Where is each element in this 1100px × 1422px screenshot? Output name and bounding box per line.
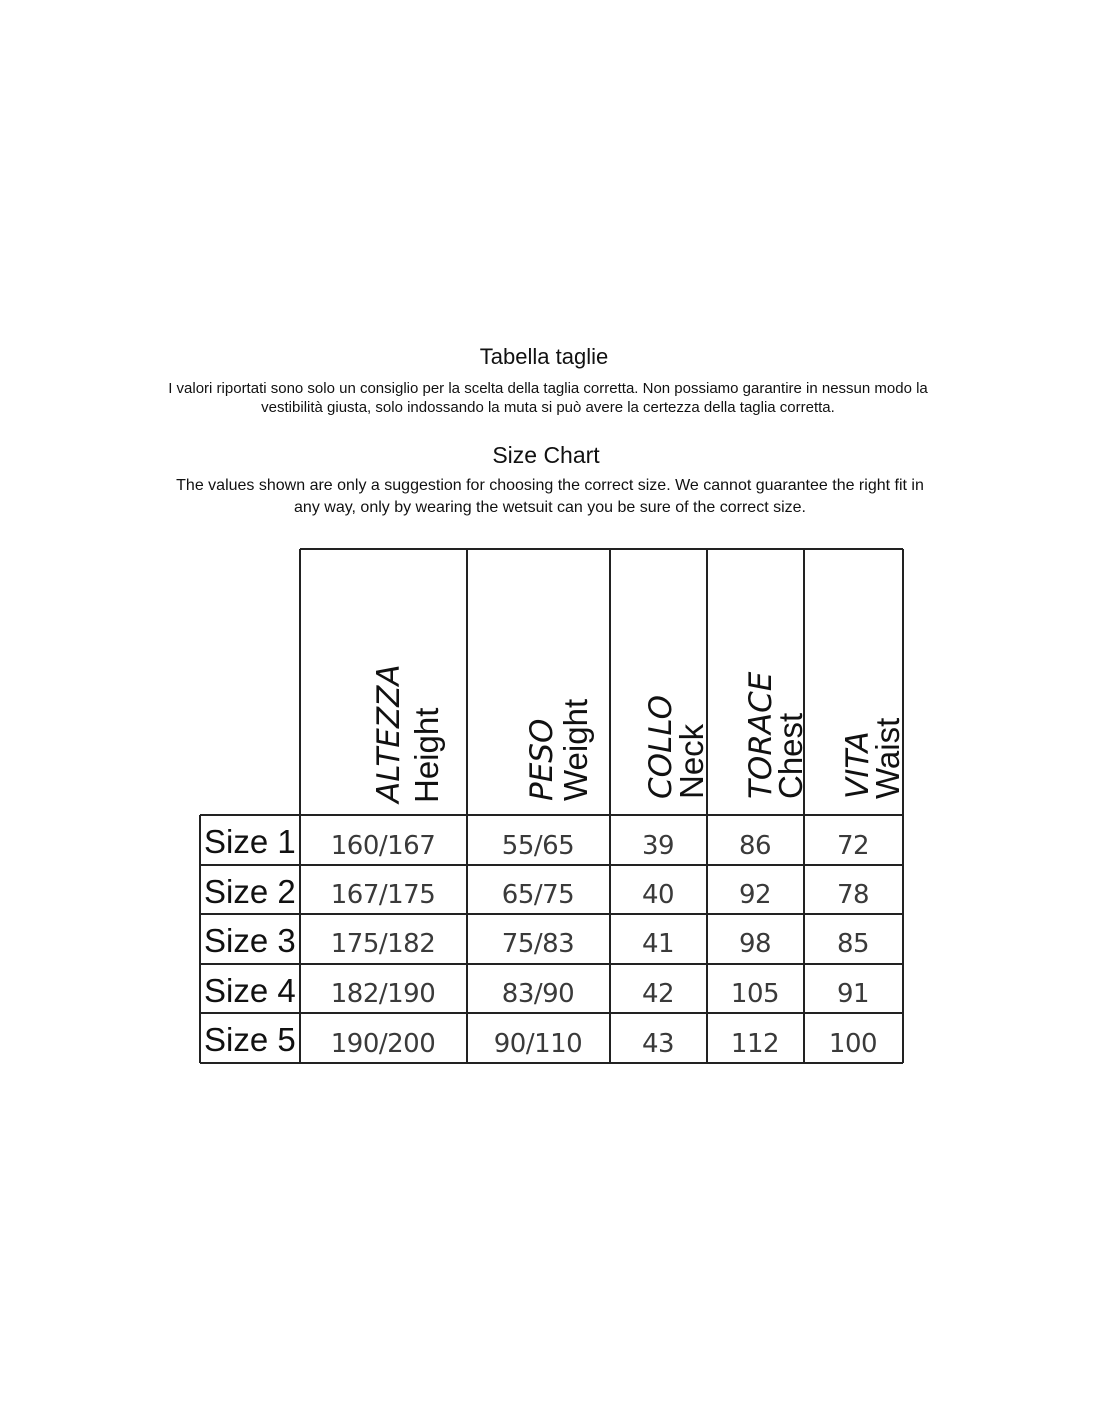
cell-neck: 42: [641, 979, 675, 1009]
cell-weight: 90/110: [493, 1029, 583, 1059]
column-header-waist: [840, 718, 906, 799]
cell-chest: 92: [738, 880, 772, 910]
row-label: Size 4: [204, 972, 296, 1009]
cell-neck: 39: [641, 831, 675, 861]
cell-waist: 100: [828, 1029, 878, 1059]
cell-weight: 55/65: [501, 831, 575, 861]
table-row: [204, 972, 869, 1009]
table-row: [204, 922, 869, 959]
cell-waist: 85: [836, 929, 870, 959]
column-header-weight: [524, 699, 594, 801]
cell-weight: 83/90: [501, 979, 575, 1009]
column-header-weight-en: Weight: [557, 698, 594, 801]
column-header-weight-it: PESO: [524, 718, 560, 801]
cell-waist: 91: [836, 979, 870, 1009]
column-header-waist-it: VITA: [840, 731, 876, 799]
row-label: Size 3: [204, 922, 296, 959]
column-header-height-it: ALTEZZA: [371, 664, 407, 803]
cell-height: 175/182: [330, 929, 436, 959]
cell-chest: 86: [738, 831, 772, 861]
cell-height: 190/200: [330, 1029, 436, 1059]
table-row: [204, 1021, 877, 1059]
column-header-height-en: Height: [408, 707, 445, 803]
column-header-height: [371, 664, 445, 805]
column-header-waist-en: Waist: [869, 717, 906, 799]
cell-height: 182/190: [330, 979, 436, 1009]
row-label: Size 2: [204, 873, 296, 910]
table-row: [204, 823, 869, 861]
cell-neck: 41: [641, 929, 675, 959]
cell-waist: 78: [836, 880, 870, 910]
cell-weight: 65/75: [501, 880, 575, 910]
cell-height: 167/175: [330, 880, 436, 910]
column-header-neck: [643, 695, 710, 799]
page-title-english: Size Chart: [492, 442, 600, 468]
cell-height: 160/167: [330, 831, 436, 861]
table-row: [204, 873, 869, 910]
column-header-neck-it: COLLO: [643, 694, 679, 799]
column-header-neck-en: Neck: [673, 723, 710, 799]
cell-chest: 98: [738, 929, 772, 959]
column-header-chest: [743, 671, 809, 799]
column-header-chest-it: TORACE: [743, 671, 779, 799]
row-label: Size 5: [204, 1021, 296, 1058]
cell-weight: 75/83: [501, 929, 575, 959]
row-label: Size 1: [204, 823, 296, 860]
disclaimer-italian: I valori riportati sono solo un consiglio per la scelta della taglia corretta. Non possiamo garantire in nessun modo la vestibilità giusta, solo indossando la muta si può avere la certezza della taglia corretta.: [168, 380, 928, 416]
cell-neck: 43: [641, 1029, 675, 1059]
cell-chest: 112: [730, 1029, 780, 1059]
cell-waist: 72: [836, 831, 870, 861]
column-header-chest-en: Chest: [772, 712, 809, 799]
disclaimer-english: The values shown are only a suggestion for choosing the correct size. We cannot guarantee the right fit in any way, only by wearing the wetsuit can you be sure of the correct size.: [176, 477, 924, 516]
cell-chest: 105: [730, 979, 780, 1009]
page-title-italian: Tabella taglie: [479, 344, 609, 369]
cell-neck: 40: [641, 880, 675, 910]
